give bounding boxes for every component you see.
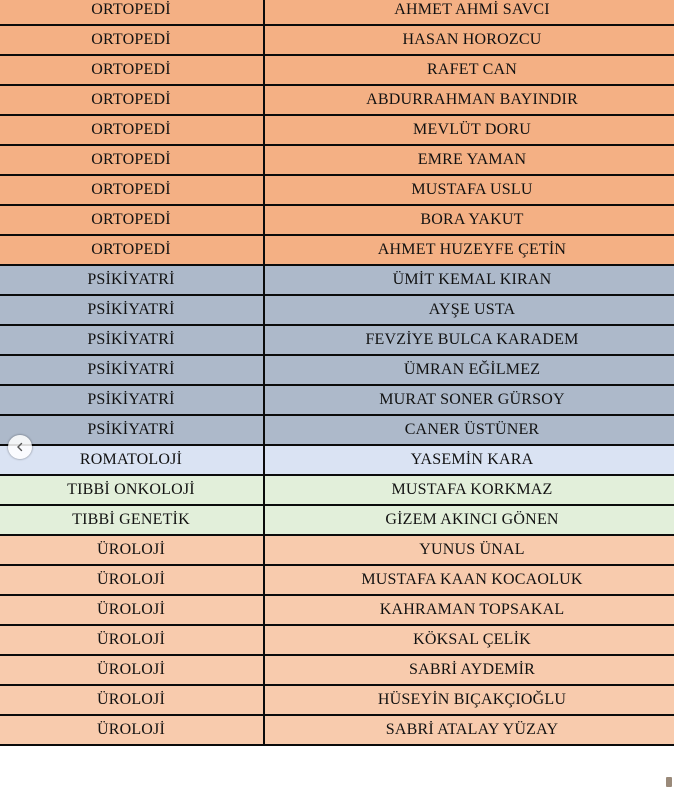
department-cell: PSİKİYATRİ: [0, 265, 264, 295]
table-row: [0, 85, 674, 115]
department-cell: ÜROLOJİ: [0, 565, 264, 595]
department-cell: PSİKİYATRİ: [0, 385, 264, 415]
doctor-name-cell: MUSTAFA USLU: [264, 175, 674, 205]
doctor-name-cell: HASAN HOROZCU: [264, 25, 674, 55]
table-row: [0, 325, 674, 355]
doctor-name-cell: AHMET AHMİ SAVCI: [264, 0, 674, 25]
table-row: [0, 55, 674, 85]
department-cell: ORTOPEDİ: [0, 145, 264, 175]
department-cell: PSİKİYATRİ: [0, 295, 264, 325]
table-row: [0, 25, 674, 55]
doctor-name-cell: YASEMİN KARA: [264, 445, 674, 475]
doctor-name-cell: AYŞE USTA: [264, 295, 674, 325]
department-cell: ORTOPEDİ: [0, 175, 264, 205]
doctor-name-cell: ÜMRAN EĞİLMEZ: [264, 355, 674, 385]
department-cell: ORTOPEDİ: [0, 85, 264, 115]
doctor-name-cell: SABRİ ATALAY YÜZAY: [264, 715, 674, 745]
table-row: [0, 445, 674, 475]
table-row: [0, 205, 674, 235]
department-cell: PSİKİYATRİ: [0, 355, 264, 385]
department-cell: ORTOPEDİ: [0, 55, 264, 85]
doctor-name-cell: MURAT SONER GÜRSOY: [264, 385, 674, 415]
doctor-name-cell: KÖKSAL ÇELİK: [264, 625, 674, 655]
department-cell: ÜROLOJİ: [0, 625, 264, 655]
department-cell: ÜROLOJİ: [0, 535, 264, 565]
table-row: [0, 115, 674, 145]
department-cell: PSİKİYATRİ: [0, 325, 264, 355]
doctor-name-cell: GİZEM AKINCI GÖNEN: [264, 505, 674, 535]
table-row: [0, 535, 674, 565]
table-row: [0, 655, 674, 685]
table-row: [0, 265, 674, 295]
table-row: [0, 385, 674, 415]
table-row: [0, 355, 674, 385]
department-cell: TIBBİ ONKOLOJİ: [0, 475, 264, 505]
doctor-name-cell: ÜMİT KEMAL KIRAN: [264, 265, 674, 295]
scroll-left-button[interactable]: [8, 435, 32, 459]
doctor-name-cell: YUNUS ÜNAL: [264, 535, 674, 565]
department-cell: ORTOPEDİ: [0, 115, 264, 145]
doctor-name-cell: BORA YAKUT: [264, 205, 674, 235]
table-row: [0, 595, 674, 625]
table-row: [0, 175, 674, 205]
table-row: [0, 625, 674, 655]
table-row: [0, 0, 674, 25]
table-row: [0, 295, 674, 325]
department-cell: ÜROLOJİ: [0, 685, 264, 715]
doctor-name-cell: HÜSEYİN BIÇAKÇIOĞLU: [264, 685, 674, 715]
department-cell: PSİKİYATRİ: [0, 415, 264, 445]
table-row: [0, 505, 674, 535]
table-row: [0, 685, 674, 715]
corner-mark: [666, 777, 672, 787]
chevron-left-icon: [15, 442, 25, 452]
department-cell: ORTOPEDİ: [0, 205, 264, 235]
table-row: [0, 235, 674, 265]
doctor-name-cell: MUSTAFA KAAN KOCAOLUK: [264, 565, 674, 595]
department-cell: ÜROLOJİ: [0, 655, 264, 685]
department-cell: ROMATOLOJİ: [0, 445, 264, 475]
doctor-name-cell: EMRE YAMAN: [264, 145, 674, 175]
doctor-name-cell: FEVZİYE BULCA KARADEM: [264, 325, 674, 355]
table-row: [0, 565, 674, 595]
table-row: [0, 715, 674, 745]
department-cell: ÜROLOJİ: [0, 595, 264, 625]
department-cell: ORTOPEDİ: [0, 25, 264, 55]
doctor-name-cell: CANER ÜSTÜNER: [264, 415, 674, 445]
table-row: [0, 145, 674, 175]
table-row: [0, 415, 674, 445]
department-cell: TIBBİ GENETİK: [0, 505, 264, 535]
doctor-name-cell: KAHRAMAN TOPSAKAL: [264, 595, 674, 625]
doctor-name-cell: ABDURRAHMAN BAYINDIR: [264, 85, 674, 115]
doctor-name-cell: AHMET HUZEYFE ÇETİN: [264, 235, 674, 265]
table-row: [0, 475, 674, 505]
doctor-name-cell: RAFET CAN: [264, 55, 674, 85]
department-cell: ORTOPEDİ: [0, 235, 264, 265]
department-cell: ÜROLOJİ: [0, 715, 264, 745]
doctor-name-cell: SABRİ AYDEMİR: [264, 655, 674, 685]
department-cell: ORTOPEDİ: [0, 0, 264, 25]
doctor-name-cell: MUSTAFA KORKMAZ: [264, 475, 674, 505]
doctor-name-cell: MEVLÜT DORU: [264, 115, 674, 145]
